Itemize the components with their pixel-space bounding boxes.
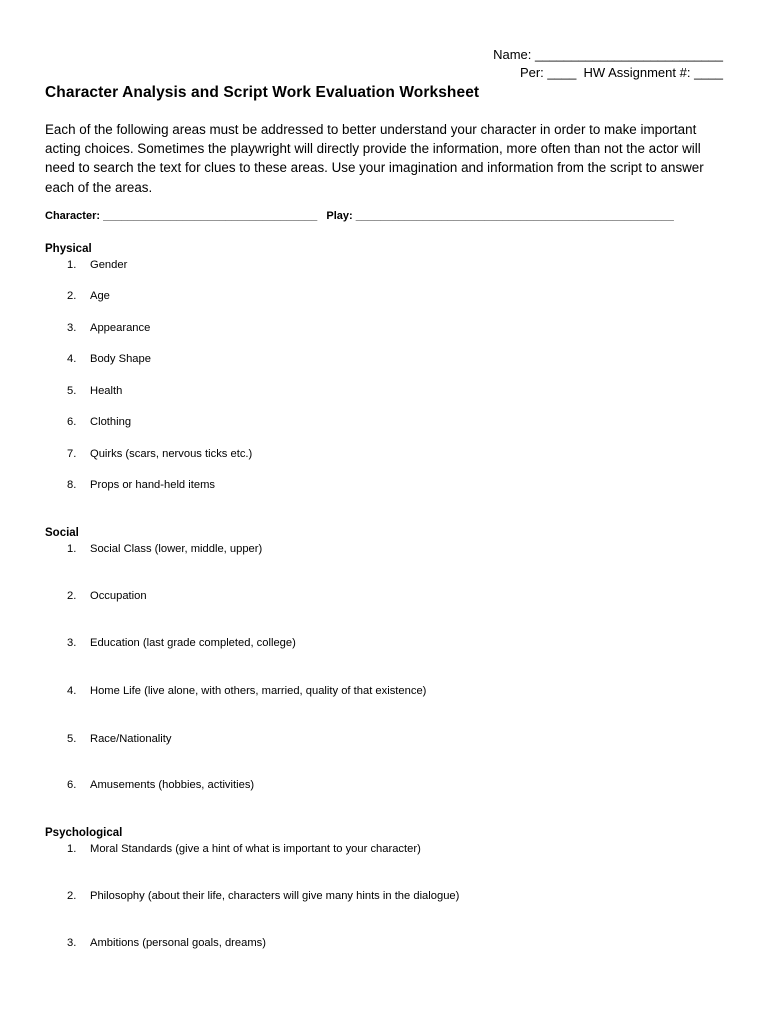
item-text: Clothing (90, 416, 132, 428)
item-text: Quirks (scars, nervous ticks etc.) (90, 448, 253, 460)
item-text: Moral Standards (give a hint of what is important to your character) (90, 843, 421, 855)
item-text: Occupation (90, 590, 147, 602)
item-text: Props or hand-held items (90, 479, 215, 491)
character-play-line: Character: ___________________________________ Play: ____________________________________________________ (45, 210, 674, 222)
list-item (67, 290, 110, 302)
item-number: 1. (67, 843, 77, 855)
intro-paragraph: Each of the following areas must be addressed to better understand your character in order to make important acting choices. Sometimes the playwright will directly provide the information, more often than not the actor will need to search the text for clues to these areas. Use your imagination and information from the script to answer each of the areas. (45, 122, 704, 195)
item-text: Philosophy (about their life, characters will give many hints in the dialogue) (90, 890, 460, 902)
item-text: Gender (90, 259, 128, 271)
list-item (67, 685, 426, 697)
item-text: Education (last grade completed, college) (90, 637, 296, 649)
list-item (67, 890, 459, 902)
list-item (67, 322, 150, 334)
list-item (67, 637, 296, 649)
item-number: 5. (67, 733, 77, 745)
item-text: Amusements (hobbies, activities) (90, 779, 255, 791)
item-text: Social Class (lower, middle, upper) (90, 543, 263, 555)
item-text: Age (90, 290, 110, 302)
worksheet-title: Character Analysis and Script Work Evaluation Worksheet (45, 84, 480, 101)
item-number: 2. (67, 290, 77, 302)
list-item (67, 353, 151, 365)
item-number: 5. (67, 385, 77, 397)
item-text: Appearance (90, 322, 151, 334)
item-text: Ambitions (personal goals, dreams) (90, 937, 266, 949)
list-item (67, 779, 254, 791)
section-heading-psychological: Psychological (45, 827, 123, 839)
list-item (67, 733, 171, 745)
item-number: 2. (67, 590, 77, 602)
list-item (67, 416, 131, 428)
item-number: 3. (67, 637, 77, 649)
section-heading-social: Social (45, 527, 79, 539)
item-number: 1. (67, 543, 77, 555)
item-number: 1. (67, 259, 77, 271)
list-item (67, 843, 421, 855)
item-number: 4. (67, 353, 77, 365)
item-number: 3. (67, 322, 77, 334)
list-item (67, 937, 266, 949)
list-item (67, 259, 127, 271)
list-item (67, 590, 147, 602)
name-field: Name: __________________________ (493, 47, 723, 62)
period-assignment-field: Per: ____ HW Assignment #: ____ (519, 65, 723, 80)
item-text: Home Life (live alone, with others, married, quality of that existence) (90, 685, 427, 697)
item-number: 6. (67, 779, 77, 791)
item-text: Health (90, 385, 123, 397)
item-number: 3. (67, 937, 77, 949)
item-text: Race/Nationality (90, 733, 172, 745)
list-item (67, 448, 252, 460)
section-heading-physical: Physical (45, 243, 92, 255)
item-number: 2. (67, 890, 77, 902)
item-number: 4. (67, 685, 77, 697)
list-item (67, 543, 262, 555)
list-item (67, 385, 122, 397)
item-number: 8. (67, 479, 77, 491)
header-fields (493, 46, 723, 82)
item-number: 7. (67, 448, 77, 460)
item-text: Body Shape (90, 353, 151, 365)
item-number: 6. (67, 416, 77, 428)
list-item (67, 479, 215, 491)
